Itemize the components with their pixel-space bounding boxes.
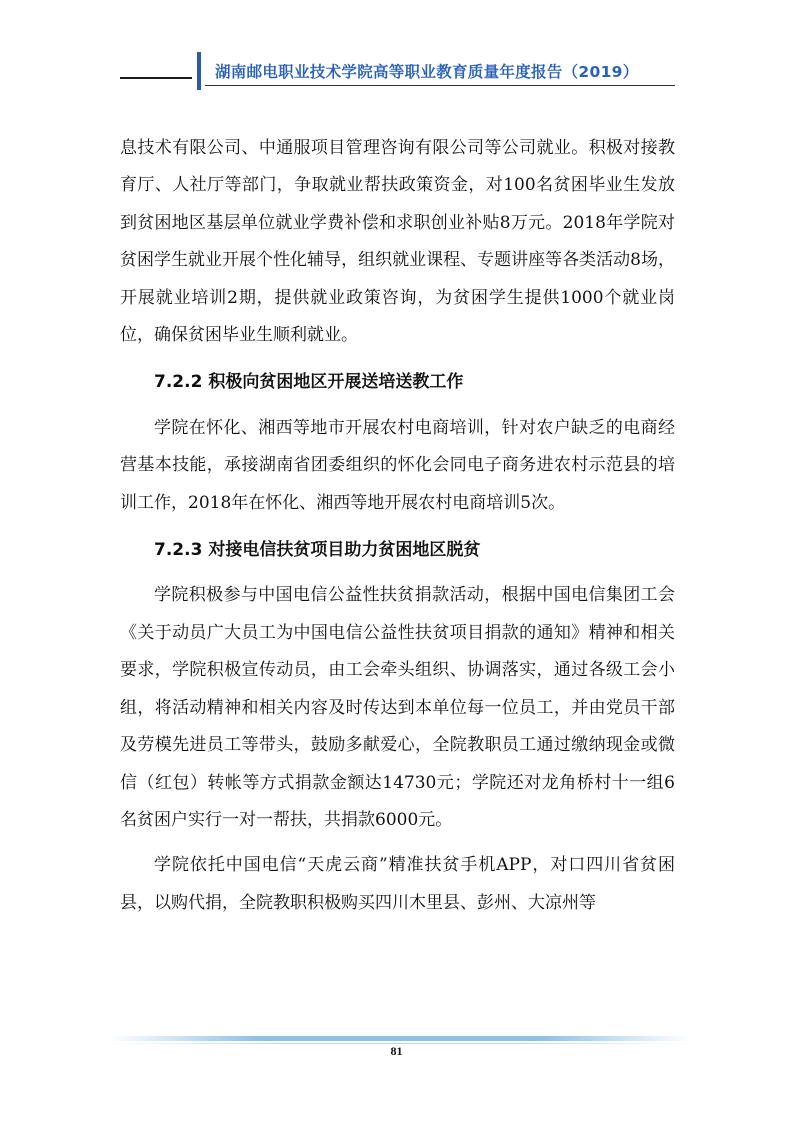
footer-rule <box>110 1036 690 1041</box>
paragraph-ecommerce-training: 学院在怀化、湘西等地市开展农村电商培训，针对农户缺乏的电商经营基本技能，承接湖南省团委组织的怀化会同电子商务进农村示范县的培训工作，2018年在怀化、湘西等地开展农村电商培训5次。 <box>120 417 675 513</box>
header-rule-left <box>120 77 192 79</box>
section-heading-7-2-3: 7.2.3 对接电信扶贫项目助力贫困地区脱贫 <box>154 540 481 561</box>
header-underline <box>205 85 675 86</box>
paragraph-telecom-donation: 学院积极参与中国电信公益性扶贫捐款活动，根据中国电信集团工会《关于动员广大员工为中国电信公益性扶贫项目捐款的通知》精神和相关要求，学院积极宣传动员，由工会牵头组织、协调落实，通过各级工会小组，将活动精神和相关内容及时传达到本单位每一位员工，并由党员干部及劳模先进员工等带头，鼓励多献爱心，全院教职员工通过缴纳现金或微信（红包）转帐等方式捐款金额达14730元；学院还对龙角桥村十一组6名贫困户实行一对一帮扶，共捐款6000元。 <box>120 585 675 830</box>
header-title: 湖南邮电职业技术学院高等职业教育质量年度报告（2019） <box>215 63 639 81</box>
paragraph-tianhu-app: 学院依托中国电信“天虎云商”精准扶贫手机APP，对口四川省贫困县，以购代捐，全院教职积极购买四川木里县、彭州、大凉州等 <box>120 855 675 913</box>
page-body <box>120 130 675 922</box>
header-accent-bar <box>197 52 201 90</box>
paragraph-employment-support: 息技术有限公司、中通服项目管理咨询有限公司等公司就业。积极对接教育厅、人社厅等部门，争取就业帮扶政策资金，对100名贫困毕业生发放到贫困地区基层单位就业学费补偿和求职创业补贴8万元。2018年学院对贫困学生就业开展个性化辅导，组织就业课程、专题讲座等各类活动8场，开展就业培训2期，提供就业政策咨询，为贫困学生提供1000个就业岗位，确保贫困毕业生顺利就业。 <box>120 138 675 346</box>
page-number: 81 <box>390 1044 403 1058</box>
section-heading-7-2-2: 7.2.2 积极向贫困地区开展送培送教工作 <box>154 372 464 393</box>
